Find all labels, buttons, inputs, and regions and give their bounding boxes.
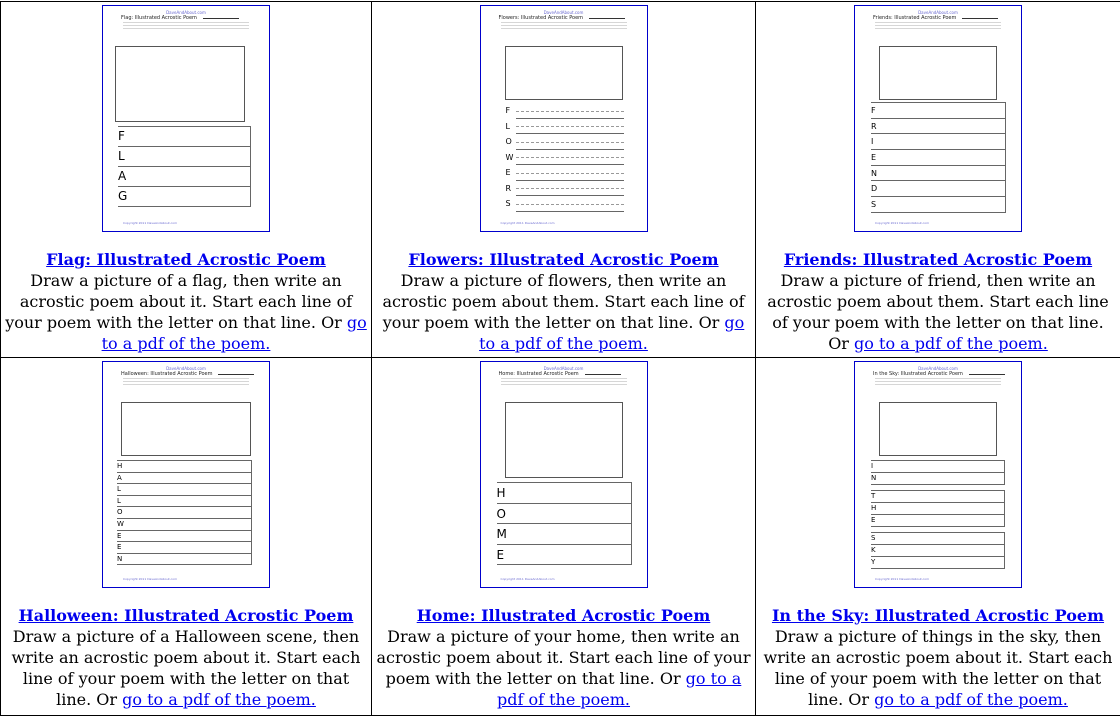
flag-worksheet-thumbnail[interactable]	[102, 5, 270, 232]
acrostic-letter: E	[497, 544, 631, 566]
acrostic-letter: E	[117, 530, 251, 542]
drawing-box	[879, 402, 997, 456]
acrostic-letter: L	[117, 495, 251, 507]
flowers-worksheet-thumbnail[interactable]	[480, 5, 648, 232]
acrostic-letter: E	[506, 165, 624, 181]
worksheet-cell-halloween	[1, 358, 372, 716]
pdf-link[interactable]: go to a pdf of the poem.	[102, 313, 367, 353]
acrostic-letter: F	[506, 103, 624, 119]
acrostic-letter: L	[506, 119, 624, 135]
acrostic-letter: D	[871, 180, 1005, 196]
pdf-link[interactable]: go to a pdf of the poem.	[874, 690, 1068, 709]
acrostic-letter: F	[871, 102, 1005, 118]
name-line	[589, 18, 625, 19]
worksheet-grid	[0, 1, 1120, 716]
worksheet-cell-sky	[756, 358, 1120, 716]
site-label: DaveAndAbout.com	[109, 10, 263, 15]
acrostic-letter: M	[497, 523, 631, 544]
worksheet-title-link[interactable]: Friends: Illustrated Acrostic Poem	[784, 250, 1092, 269]
halloween-worksheet-thumbnail[interactable]	[102, 361, 270, 588]
worksheet-caption	[756, 249, 1120, 354]
name-line	[218, 374, 254, 375]
home-worksheet-thumbnail[interactable]	[480, 361, 648, 588]
drawing-box	[115, 46, 245, 122]
worksheet-cell-friends	[756, 2, 1120, 358]
site-label: DaveAndAbout.com	[487, 366, 641, 371]
worksheet-description: Draw a picture of flowers, then write an acrostic poem about them. Start each line of your poem with the letter on that line. Or	[382, 271, 744, 332]
acrostic-letter: O	[117, 506, 251, 518]
worksheet-title-link[interactable]: Halloween: Illustrated Acrostic Poem	[19, 606, 354, 625]
site-label: DaveAndAbout.com	[861, 366, 1015, 371]
worksheet-caption	[1, 249, 371, 354]
worksheet-description: Draw a picture of friend, then write an acrostic poem about them. Start each line of your poem with the letter on that line. Or	[767, 271, 1108, 353]
worksheet-caption	[1, 605, 371, 710]
drawing-box	[505, 46, 623, 100]
acrostic-letter: H	[497, 482, 631, 503]
worksheet-title-link[interactable]: Home: Illustrated Acrostic Poem	[417, 606, 711, 625]
acrostic-letter: I	[871, 460, 1005, 472]
acrostic-letter: E	[871, 514, 1005, 527]
page-footer: Copyright 2011 DaveAndAbout.com	[501, 221, 555, 225]
instructions-text	[501, 22, 627, 30]
pdf-link[interactable]: go to a pdf of the poem.	[854, 334, 1048, 353]
worksheet-title-link[interactable]: In the Sky: Illustrated Acrostic Poem	[772, 606, 1104, 625]
thumb-title: Home: Illustrated Acrostic Poem	[499, 371, 579, 377]
acrostic-letter: E	[871, 149, 1005, 165]
thumb-title: Halloween: Illustrated Acrostic Poem	[121, 371, 212, 377]
acrostic-letter: E	[117, 541, 251, 553]
name-line	[969, 374, 1005, 375]
worksheet-caption	[372, 249, 755, 354]
name-line	[203, 18, 239, 19]
worksheet-title-link[interactable]: Flag: Illustrated Acrostic Poem	[46, 250, 326, 269]
acrostic-lines	[871, 102, 1006, 213]
acrostic-letter: N	[117, 553, 251, 566]
worksheet-description: Draw a picture of your home, then write an acrostic poem about it. Start each line of your poem with the letter on that line. Or	[377, 627, 751, 688]
drawing-box	[505, 402, 623, 478]
acrostic-letter: T	[871, 490, 1005, 502]
sky-worksheet-thumbnail[interactable]	[854, 361, 1022, 588]
acrostic-letter: H	[871, 502, 1005, 514]
acrostic-letter: F	[118, 126, 250, 146]
acrostic-letter: O	[497, 503, 631, 524]
worksheet-cell-flowers	[372, 2, 756, 358]
acrostic-letter: H	[117, 460, 251, 472]
acrostic-lines	[497, 482, 632, 565]
worksheet-caption	[372, 605, 755, 710]
page-footer: Copyright 2011 DaveAndAbout.com	[501, 577, 555, 581]
drawing-box	[879, 46, 997, 100]
thumb-title: Friends: Illustrated Acrostic Poem	[873, 15, 956, 21]
acrostic-letter: S	[506, 196, 624, 212]
friends-worksheet-thumbnail[interactable]	[854, 5, 1022, 232]
instructions-text	[123, 22, 249, 30]
acrostic-letter: O	[506, 134, 624, 150]
acrostic-letter: R	[506, 181, 624, 197]
worksheet-cell-home	[372, 358, 756, 716]
worksheet-description: Draw a picture of things in the sky, then write an acrostic poem about it. Start each line of your poem with the letter on that line. Or	[764, 627, 1113, 709]
site-label: DaveAndAbout.com	[487, 10, 641, 15]
acrostic-letter: W	[506, 150, 624, 166]
acrostic-letter: Y	[871, 556, 1005, 569]
acrostic-letter: S	[871, 532, 1005, 544]
acrostic-lines	[871, 460, 1005, 569]
page-footer: Copyright 2011 DaveAndAbout.com	[875, 221, 929, 225]
page-footer: Copyright 2011 DaveAndAbout.com	[875, 577, 929, 581]
worksheet-caption	[756, 605, 1120, 710]
instructions-text	[875, 378, 1001, 386]
acrostic-letter: A	[118, 166, 250, 186]
worksheet-description: Draw a picture of a Halloween scene, then write an acrostic poem about it. Start each line of your poem with the letter on that line. Or	[12, 627, 361, 709]
pdf-link[interactable]: go to a pdf of the poem.	[497, 669, 741, 709]
worksheet-cell-flag	[1, 2, 372, 358]
pdf-link[interactable]: go to a pdf of the poem.	[122, 690, 316, 709]
acrostic-letter: A	[117, 472, 251, 484]
worksheet-description: Draw a picture of a flag, then write an acrostic poem about it. Start each line of your poem with the letter on that line. Or	[5, 271, 352, 332]
acrostic-lines	[117, 460, 252, 565]
acrostic-letter: W	[117, 518, 251, 530]
instructions-text	[123, 378, 249, 386]
site-label: DaveAndAbout.com	[109, 366, 263, 371]
acrostic-letter: I	[871, 133, 1005, 149]
acrostic-letter: K	[871, 544, 1005, 556]
thumb-title: In the Sky: Illustrated Acrostic Poem	[873, 371, 963, 377]
acrostic-letter: L	[117, 483, 251, 495]
instructions-text	[501, 378, 627, 386]
site-label: DaveAndAbout.com	[861, 10, 1015, 15]
acrostic-letter: R	[871, 118, 1005, 134]
acrostic-letter: L	[118, 146, 250, 166]
acrostic-letter: S	[871, 196, 1005, 213]
acrostic-lines	[506, 103, 624, 212]
page-footer: Copyright 2011 DaveAndAbout.com	[123, 577, 177, 581]
name-line	[585, 374, 621, 375]
page-footer: Copyright 2011 DaveAndAbout.com	[123, 221, 177, 225]
instructions-text	[875, 22, 1001, 30]
drawing-box	[121, 402, 251, 456]
worksheet-title-link[interactable]: Flowers: Illustrated Acrostic Poem	[408, 250, 718, 269]
acrostic-letter: G	[118, 186, 250, 207]
acrostic-lines	[118, 126, 251, 207]
thumb-title: Flowers: Illustrated Acrostic Poem	[499, 15, 584, 21]
acrostic-letter: N	[871, 472, 1005, 485]
pdf-link[interactable]: go to a pdf of the poem.	[479, 313, 744, 353]
thumb-title: Flag: Illustrated Acrostic Poem	[121, 15, 197, 21]
name-line	[962, 18, 998, 19]
acrostic-letter: N	[871, 165, 1005, 181]
